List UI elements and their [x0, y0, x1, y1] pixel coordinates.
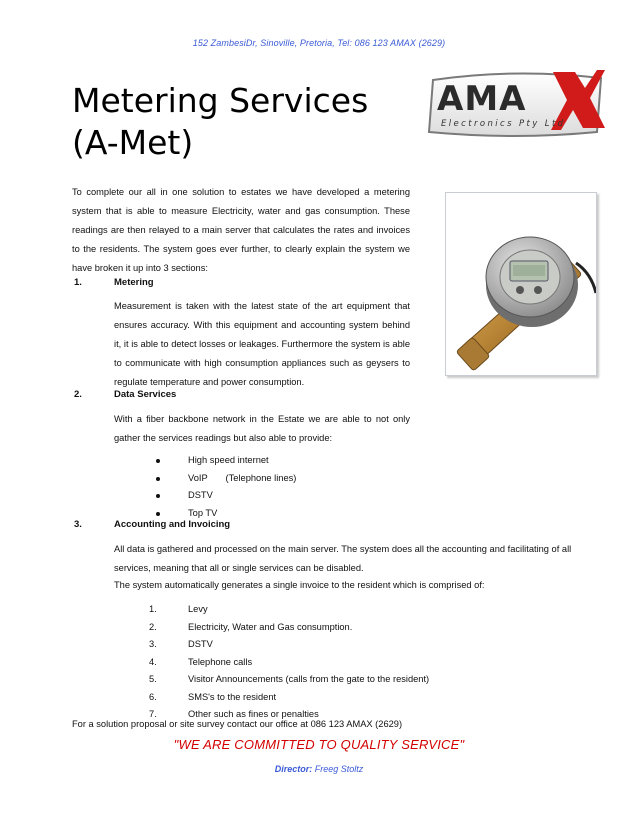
- list-item: 1. Levy: [149, 604, 208, 614]
- section-2-title: Data Services: [114, 389, 177, 400]
- list-item: 4. Telephone calls: [149, 656, 253, 667]
- data-services-list: [154, 452, 296, 522]
- section-3-number: 3.: [74, 519, 82, 530]
- title-line-2: (A-Met): [72, 123, 194, 162]
- contact-line: For a solution proposal or site survey contact our office at 086 123 AMAX (2629): [72, 719, 403, 729]
- svg-text:AMA: AMA: [437, 79, 527, 119]
- list-item: 5. Visitor Announcements (calls from the gate to the resident): [149, 674, 430, 684]
- logo-tagline: Electronics Pty Ltd: [441, 119, 566, 129]
- list-item: VoIP (Telephone lines): [154, 470, 296, 488]
- section-1-title: Metering: [114, 277, 154, 288]
- amax-logo-graphic: [425, 66, 605, 142]
- section-3-text-2: The system automatically generates a single invoice to the resident which is comprised of:: [114, 580, 485, 590]
- intro-paragraph: To complete our all in one solution to estates we have developed a metering system that is able to measure Electricity, water and gas consumption. These readings are then relayed to a main server that calculates the rates and invoices to the residents. The system goes ever further, to clearly explain the system we have broken it up into 3 sections:: [72, 187, 410, 273]
- meter-illustration: [446, 193, 596, 375]
- list-item: 3. DSTV: [149, 639, 213, 649]
- section-1-text: Measurement is taken with the latest state of the art equipment that ensures accuracy. With this equipment and accounting system behind it, it is able to detect losses or leakages. Furthermore the system is able to communicate with high consumption appliances such as geysers to regulate temperature and power consumption.: [114, 301, 410, 387]
- list-item: High speed internet: [154, 452, 296, 470]
- list-item: 2. Electricity, Water and Gas consumption.: [149, 621, 353, 632]
- page-title: [72, 80, 412, 164]
- list-item: DSTV: [154, 487, 296, 505]
- address-header: 152 ZambesiDr, Sinoville, Pretoria, Tel: 086 123 AMAX (2629): [192, 38, 446, 48]
- title-line-1: Metering Services: [72, 81, 369, 120]
- invoice-items-list: [149, 601, 429, 724]
- amax-logo: [425, 66, 605, 142]
- list-item: 6. SMS's to the resident: [149, 691, 277, 702]
- section-3-title: Accounting and Invoicing: [114, 519, 231, 530]
- director-credit: [0, 764, 638, 774]
- slogan: "WE ARE COMMITTED TO QUALITY SERVICE": [173, 737, 465, 752]
- list-item: 7. Other such as fines or penalties: [149, 709, 319, 719]
- director-label: Director:: [274, 764, 313, 774]
- section-3-text: All data is gathered and processed on the main server. The system does all the accounting and facilitating of all services, meaning that all or single services can be disabled.: [114, 544, 572, 573]
- section-1-number: 1.: [74, 277, 82, 288]
- water-meter-image: [445, 192, 597, 376]
- director-name: Freeg Stoltz: [314, 764, 364, 774]
- section-2-number: 2.: [74, 389, 82, 400]
- section-2-text: With a fiber backbone network in the Estate we are able to not only gather the services readings but also able to provide:: [114, 414, 410, 443]
- list-item: Top TV: [154, 505, 296, 523]
